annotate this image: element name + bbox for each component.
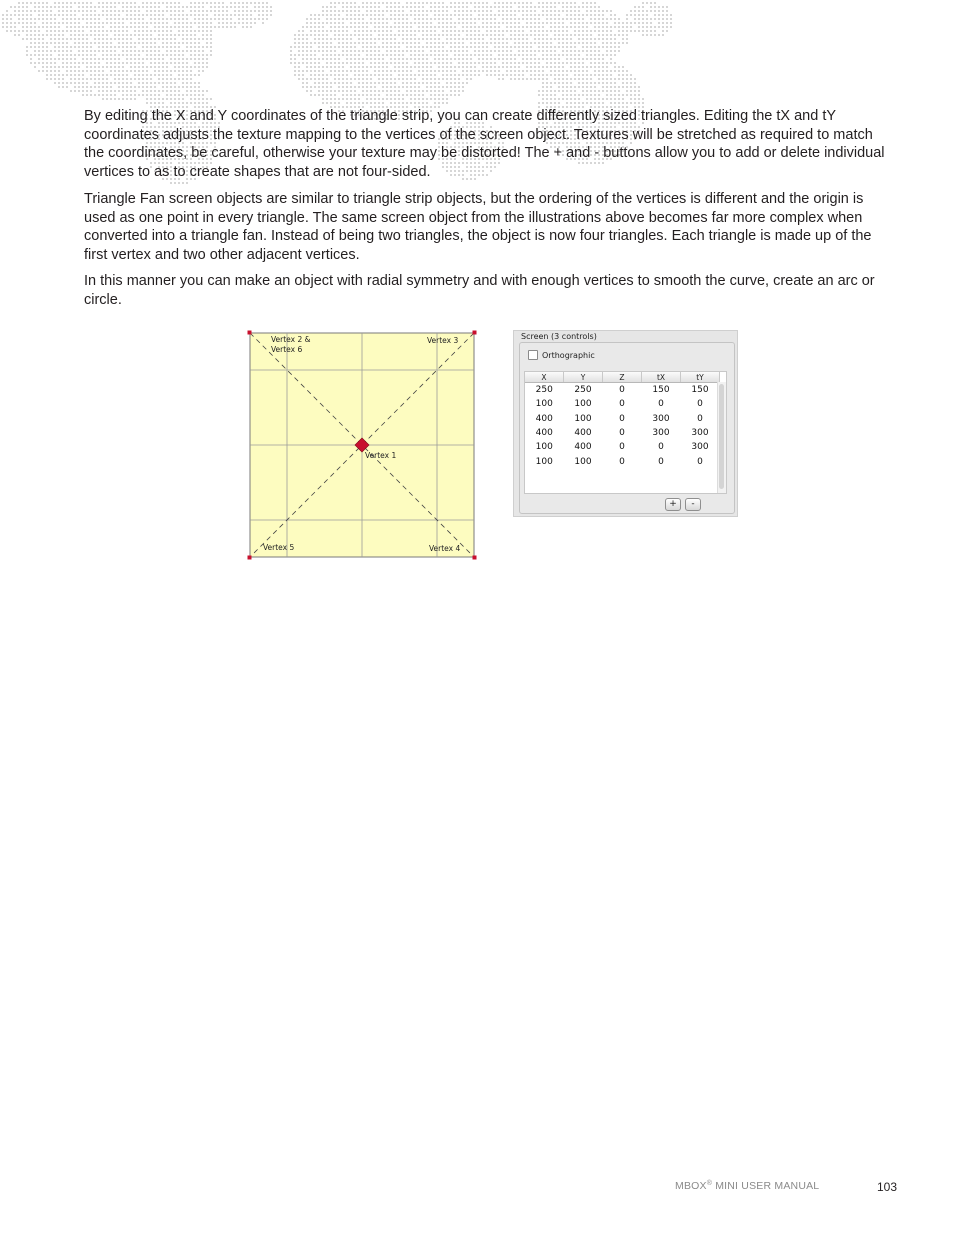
cell-z[interactable]: 0 [619,399,625,410]
cell-ty[interactable]: 0 [697,413,703,424]
body-paragraph-3: In this manner you can make an object with radial symmetry and with enough vertices to smooth the curve, create an arc or circle. [84,273,875,308]
vertex-3-label: Vertex 3 [427,336,459,345]
screen-controls-panel [513,330,738,517]
cell-tx[interactable]: 150 [652,385,670,396]
table-row[interactable] [525,440,720,454]
table-row[interactable] [525,397,720,411]
cell-y[interactable]: 400 [574,428,592,439]
table-row[interactable] [525,383,720,398]
add-vertex-button[interactable]: + [665,498,681,511]
cell-z[interactable]: 0 [619,385,625,396]
cell-z[interactable]: 0 [619,428,625,439]
cell-x[interactable]: 100 [535,456,553,467]
remove-vertex-button[interactable]: - [685,498,701,511]
vertex-table [525,372,720,469]
cell-tx[interactable]: 0 [658,442,664,453]
cell-ty[interactable]: 300 [691,428,709,439]
body-paragraph-2: Triangle Fan screen objects are similar to triangle strip objects, but the ordering of the vertices is different and the origin is used as one point in every triangle. The same screen object from the illustrations above becomes far more complex when converted into a triangle fan. Instead of being two triangles, the object is now four triangles. Each triangle is made up of the first vertex and two other adjacent vertices. [84,191,872,263]
cell-z[interactable]: 0 [619,456,625,467]
vertex-2-6-label-line2: Vertex 6 [271,345,303,354]
cell-ty[interactable]: 300 [691,442,709,453]
cell-tx[interactable]: 300 [652,428,670,439]
footer-manual-title [675,1180,819,1192]
table-row[interactable] [525,412,720,426]
cell-y[interactable]: 100 [574,399,592,410]
column-header-tx[interactable]: tX [642,372,681,383]
cell-ty[interactable]: 0 [697,456,703,467]
cell-y[interactable]: 100 [574,413,592,424]
table-header-row [525,372,720,383]
page-number: 103 [877,1180,898,1194]
orthographic-checkbox[interactable] [528,350,538,360]
cell-x[interactable]: 400 [535,413,553,424]
vertex-2-6-label-line1: Vertex 2 & [271,335,311,344]
vertex-table-container [524,371,727,494]
cell-z[interactable]: 0 [619,413,625,424]
orthographic-label: Orthographic [542,350,595,360]
column-header-y[interactable]: Y [564,372,603,383]
cell-tx[interactable]: 300 [652,413,670,424]
cell-x[interactable]: 100 [535,442,553,453]
cell-y[interactable]: 250 [574,385,592,396]
cell-x[interactable]: 400 [535,428,553,439]
cell-y[interactable]: 100 [574,456,592,467]
vertex-4-label: Vertex 4 [429,544,461,553]
registered-mark: ® [706,1180,713,1187]
cell-ty[interactable]: 150 [691,385,709,396]
cell-x[interactable]: 250 [535,385,553,396]
vertex-5-label: Vertex 5 [263,543,295,552]
table-scrollbar[interactable] [717,382,726,493]
footer-title-text: MINI USER MANUAL [712,1180,820,1192]
column-header-x[interactable]: X [525,372,564,383]
table-scrollbar-thumb[interactable] [719,384,724,489]
cell-tx[interactable]: 0 [658,456,664,467]
vertex-1-label: Vertex 1 [365,451,397,460]
table-row[interactable] [525,426,720,440]
cell-y[interactable]: 400 [574,442,592,453]
table-row[interactable] [525,454,720,468]
cell-tx[interactable]: 0 [658,399,664,410]
triangle-fan-diagram [247,330,477,560]
orthographic-option[interactable] [528,350,595,360]
cell-x[interactable]: 100 [535,399,553,410]
panel-title: Screen (3 controls) [521,332,597,341]
column-header-ty[interactable]: tY [681,372,720,383]
footer-brand: MBOX [675,1180,707,1192]
cell-ty[interactable]: 0 [697,399,703,410]
column-header-z[interactable]: Z [603,372,642,383]
body-paragraph-1: By editing the X and Y coordinates of the triangle strip, you can create differently sized triangles. Editing the tX and tY coordinates adjusts the texture mapping to the vertices of the screen object. Textures will be stretched as required to match the coordinates, be careful, otherwise your texture may be distorted! The + and - buttons allow you to add or delete individual vertices to as to create shapes that are not four-sided. [84,108,885,180]
cell-z[interactable]: 0 [619,442,625,453]
